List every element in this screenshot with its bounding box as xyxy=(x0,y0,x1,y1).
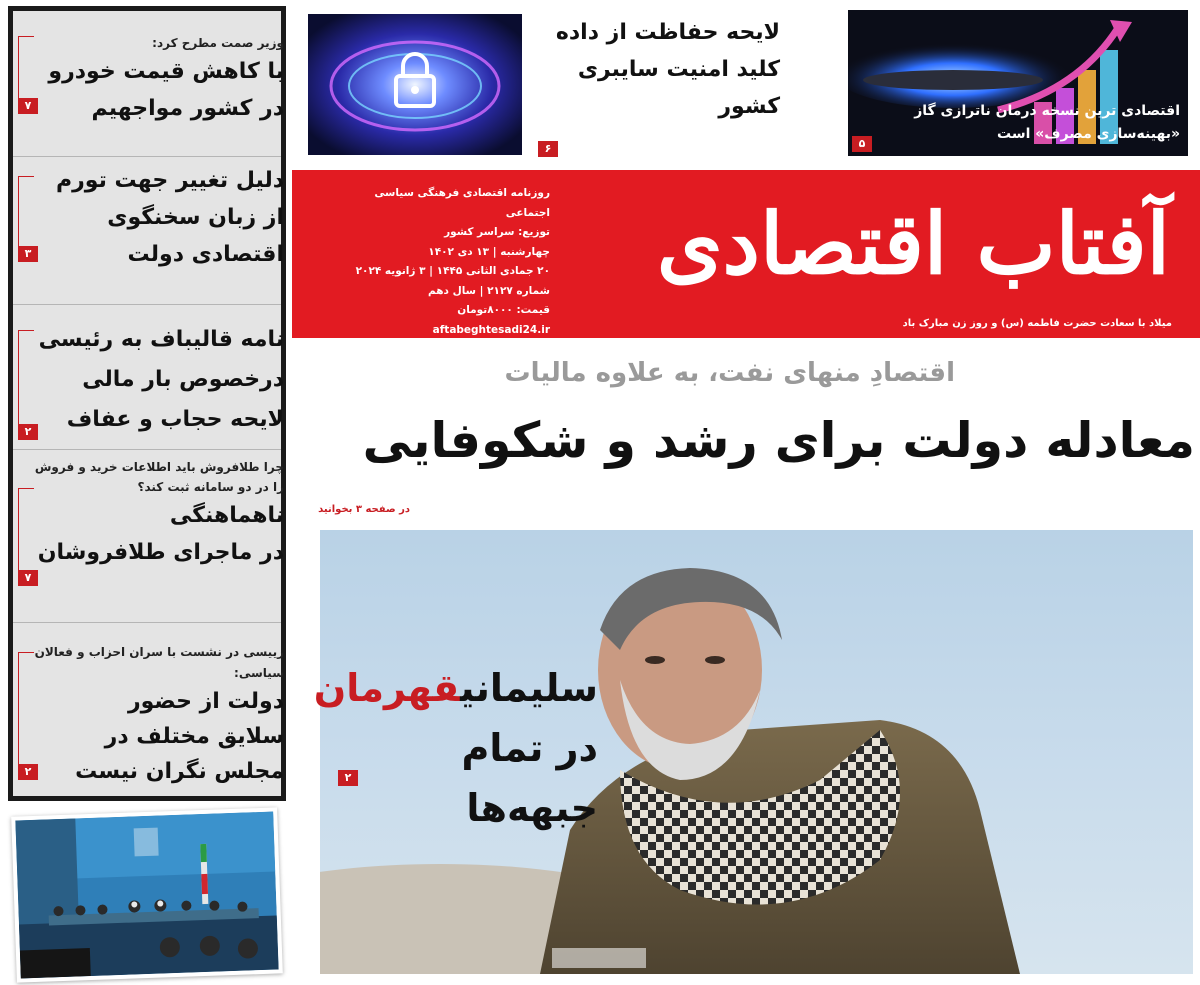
caption-line-2: در تمام جبهه‌ها xyxy=(461,726,598,830)
sidebar-item-inflation[interactable] xyxy=(30,162,284,273)
item-headline-line: دلیل تغییر جهت تورم xyxy=(56,168,284,193)
teaser-line: لایحه حفاظت از داده xyxy=(555,20,780,45)
caption-line: «بهینه‌سازی مصرف» است xyxy=(997,126,1180,142)
lead-headline[interactable]: معادله دولت برای رشد و شکوفایی xyxy=(362,412,1195,469)
caption-highlight: قهرمان xyxy=(313,666,461,710)
page-badge: ۳ xyxy=(18,246,38,262)
item-headline-line: مجلس نگران نیست xyxy=(75,759,284,784)
separator xyxy=(13,622,281,623)
teaser-line: کلید امنیت سایبری xyxy=(577,57,780,82)
gas-teaser-caption xyxy=(880,100,1180,146)
sidebar-item-gold-sellers[interactable] xyxy=(30,457,284,571)
cyber-teaser-headline[interactable] xyxy=(530,14,780,125)
caption-line-1 xyxy=(313,658,598,718)
padlock-illustration xyxy=(308,14,522,155)
pubinfo-line: قیمت: ۸۰۰۰تومان xyxy=(457,304,550,316)
pubinfo-line: توزیع: سراسر کشور xyxy=(444,226,550,238)
page-badge: ۶ xyxy=(538,141,558,157)
publication-info xyxy=(340,184,550,340)
photo-watermark xyxy=(552,948,646,968)
item-headline-line: اقتصادی دولت xyxy=(127,242,284,267)
page-badge: ۵ xyxy=(852,136,872,152)
page-badge: ۷ xyxy=(18,98,38,114)
item-headline-line: در کشور مواجهیم xyxy=(91,96,284,121)
item-kicker: چرا طلافروش باید اطلاعات خرید و فروش را در دو سامانه ثبت کند؟ xyxy=(34,460,284,494)
masthead-tagline: میلاد با سعادت حضرت فاطمه (س) و روز زن مبارک باد xyxy=(902,318,1172,329)
website-link[interactable]: aftabeghtesadi24.ir xyxy=(432,323,550,336)
newspaper-logo[interactable] xyxy=(610,180,1170,315)
item-headline-line: نامه قالیباف به رئیسی xyxy=(38,327,284,352)
item-headline-line: از زبان سخنگوی xyxy=(107,205,284,230)
item-headline-line: دولت از حضور xyxy=(127,689,284,714)
item-headline-line: سلایق مختلف در xyxy=(104,724,284,749)
page-badge: ۷ xyxy=(18,570,38,586)
item-kicker: وزیر صمت مطرح کرد: xyxy=(152,36,284,50)
item-headline-line: درخصوص بار مالی xyxy=(82,367,284,392)
item-kicker: رییسی در نشست با سران احزاب و فعالان سیاسی: xyxy=(34,645,284,680)
caption-prefix: سلیمانی xyxy=(460,666,598,710)
sidebar-item-raisi-meeting[interactable] xyxy=(30,642,284,789)
pubinfo-line: ۲۰ جمادی الثانی ۱۴۴۵ | ۳ ژانویه ۲۰۲۴ xyxy=(355,265,550,277)
lead-overline: اقتصادِ منهای نفت، به علاوه مالیات xyxy=(504,358,955,388)
page-badge: ۲ xyxy=(18,424,38,440)
item-headline-line: لایحه حجاب و عفاف xyxy=(66,407,284,432)
caption-line: اقتصادی ترین نسخه درمان ناترازی گاز xyxy=(914,103,1180,119)
page-reference: در صفحه ۳ بخوانید xyxy=(318,504,410,515)
separator xyxy=(13,156,281,157)
pubinfo-line: روزنامه اقتصادی فرهنگی سیاسی اجتماعی xyxy=(374,187,550,219)
item-headline-line: ناهماهنگی xyxy=(169,503,284,528)
pubinfo-line: چهارشنبه | ۱۳ دی ۱۴۰۲ xyxy=(428,245,550,258)
pubinfo-line: شماره ۲۱۲۷ | سال دهم xyxy=(428,284,550,297)
separator xyxy=(13,304,281,305)
page-badge: ۲ xyxy=(18,764,38,780)
item-headline-line: با کاهش قیمت خودرو xyxy=(48,59,284,84)
cabinet-meeting-photo[interactable] xyxy=(11,807,283,982)
logo-wordmark: آفتاب اقتصادی xyxy=(656,194,1170,293)
hero-caption[interactable] xyxy=(313,658,598,838)
cyber-security-image[interactable] xyxy=(308,14,522,155)
sidebar-item-car-prices[interactable] xyxy=(30,34,284,127)
separator xyxy=(13,449,281,450)
sidebar-item-ghalibaf-letter[interactable] xyxy=(30,320,284,440)
teaser-line: کشور xyxy=(718,94,780,119)
page-badge: ۲ xyxy=(338,770,358,786)
gas-teaser[interactable] xyxy=(848,10,1188,156)
meeting-photo-image xyxy=(15,812,278,979)
item-headline-line: در ماجرای طلافروشان xyxy=(37,540,284,565)
sidebar xyxy=(0,0,292,985)
